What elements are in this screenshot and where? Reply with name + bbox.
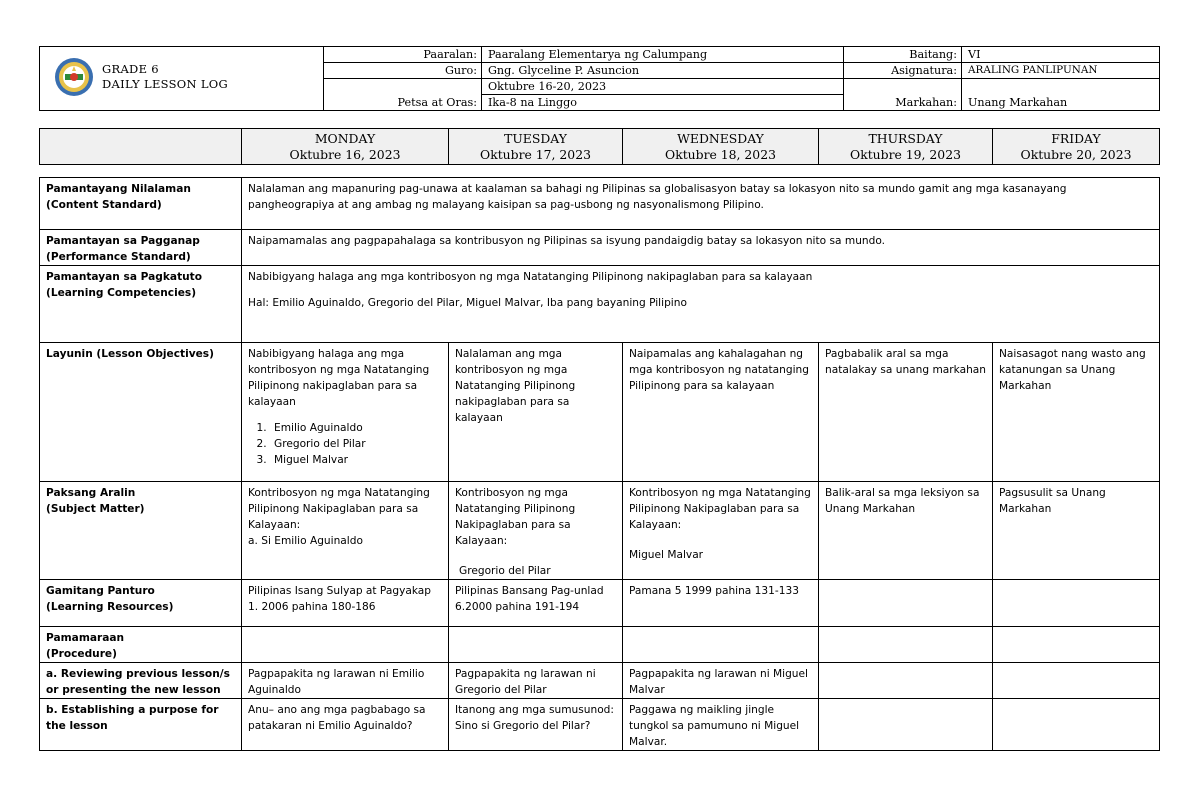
day-header-monday: MONDAY Oktubre 16, 2023	[242, 129, 449, 165]
subject-label: Asignatura:	[844, 63, 962, 79]
purpose-thursday	[819, 699, 993, 751]
day-header-wednesday: WEDNESDAY Oktubre 18, 2023	[623, 129, 819, 165]
procedure-tuesday	[449, 627, 623, 663]
procedure-thursday	[819, 627, 993, 663]
review-friday	[993, 663, 1160, 699]
table-row	[40, 580, 1160, 627]
subject-matter-thursday: Balik-aral sa mga leksiyon sa Unang Markahan	[819, 482, 993, 580]
date-value-week: Ika-8 na Linggo	[482, 95, 844, 111]
subject-value: ARALING PANLIPUNAN	[962, 63, 1160, 79]
grade-level-label: Baitang:	[844, 47, 962, 63]
list-item: 3. Miguel Malvar	[270, 452, 442, 468]
subject-matter-monday: Kontribosyon ng mga Natatanging Pilipinong Nakipaglaban para sa Kalayaan: a. Si Emilio Aguinaldo	[242, 482, 449, 580]
row-label-resources: Gamitang Panturo (Learning Resources)	[40, 580, 242, 627]
grade-level-value: VI	[962, 47, 1160, 63]
subject-matter-tuesday: Kontribosyon ng mga Natatanging Pilipinong Nakipaglaban para sa Kalayaan: Gregorio del Pilar	[449, 482, 623, 580]
objectives-friday: Naisasagot nang wasto ang katanungan sa Unang Markahan	[993, 343, 1160, 482]
review-wednesday: Pagpapakita ng larawan ni Miguel Malvar	[623, 663, 819, 699]
date-label: Petsa at Oras:	[324, 79, 482, 111]
row-label-competencies: Pamantayan sa Pagkatuto (Learning Competencies)	[40, 266, 242, 343]
review-monday: Pagpapakita ng larawan ni Emilio Aguinaldo	[242, 663, 449, 699]
resources-tuesday: Pilipinas Bansang Pag-unlad 6.2000 pahina 191-194	[449, 580, 623, 627]
list-item: 1. Emilio Aguinaldo	[270, 420, 442, 436]
table-row	[40, 482, 1160, 580]
objectives-tuesday: Nalalaman ang mga kontribosyon ng mga Natatanging Pilipinong nakipaglaban para sa kalayaan	[449, 343, 623, 482]
objectives-wednesday: Naipamalas ang kahalagahan ng mga kontribosyon ng natatanging Pilipinong para sa kalayaan	[623, 343, 819, 482]
review-tuesday: Pagpapakita ng larawan ni Gregorio del Pilar	[449, 663, 623, 699]
list-item: 2. Gregorio del Pilar	[270, 436, 442, 452]
subject-matter-friday: Pagsusulit sa Unang Markahan	[993, 482, 1160, 580]
row-label-performance-standard: Pamantayan sa Pagganap (Performance Standard)	[40, 230, 242, 266]
teacher-value: Gng. Glyceline P. Asuncion	[482, 63, 844, 79]
resources-friday	[993, 580, 1160, 627]
doc-type-title: DAILY LESSON LOG	[102, 77, 228, 91]
row-label-review: a. Reviewing previous lesson/s or presenting the new lesson	[40, 663, 242, 699]
teacher-label: Guro:	[324, 63, 482, 79]
purpose-monday: Anu– ano ang mga pagbabago sa patakaran ni Emilio Aguinaldo?	[242, 699, 449, 751]
day-header-tuesday: TUESDAY Oktubre 17, 2023	[449, 129, 623, 165]
school-label: Paaralan:	[324, 47, 482, 63]
table-row	[40, 343, 1160, 482]
table-row	[40, 178, 1160, 230]
lesson-table	[39, 177, 1160, 751]
procedure-wednesday	[623, 627, 819, 663]
row-label-objectives: Layunin (Lesson Objectives)	[40, 343, 242, 482]
header-table	[39, 46, 1160, 111]
day-header-thursday: THURSDAY Oktubre 19, 2023	[819, 129, 993, 165]
purpose-wednesday: Paggawa ng maikling jingle tungkol sa pamumuno ni Miguel Malvar.	[623, 699, 819, 751]
row-label-subject-matter: Paksang Aralin (Subject Matter)	[40, 482, 242, 580]
purpose-tuesday: Itanong ang mga sumusunod: Sino si Gregorio del Pilar?	[449, 699, 623, 751]
resources-monday: Pilipinas Isang Sulyap at Pagyakap 1. 2006 pahina 180-186	[242, 580, 449, 627]
procedure-monday	[242, 627, 449, 663]
days-header-table	[39, 128, 1160, 165]
procedure-friday	[993, 627, 1160, 663]
day-header-friday: FRIDAY Oktubre 20, 2023	[993, 129, 1160, 165]
school-value: Paaralang Elementarya ng Calumpang	[482, 47, 844, 63]
quarter-value: Unang Markahan	[962, 79, 1160, 111]
row-label-content-standard: Pamantayang Nilalaman (Content Standard)	[40, 178, 242, 230]
date-value-range: Oktubre 16-20, 2023	[482, 79, 844, 95]
table-row	[40, 230, 1160, 266]
row-label-procedure: Pamamaraan (Procedure)	[40, 627, 242, 663]
table-row	[40, 627, 1160, 663]
row-label-purpose: b. Establishing a purpose for the lesson	[40, 699, 242, 751]
quarter-label: Markahan:	[844, 79, 962, 111]
objectives-thursday: Pagbabalik aral sa mga natalakay sa unang markahan	[819, 343, 993, 482]
content-standard-text: Nalalaman ang mapanuring pag-unawa at kaalaman sa bahagi ng Pilipinas sa globalisasyon batay sa lokasyon nito sa mundo gamit ang mga kasanayang pangheograpiya at ang ambag ng malayang kaisipan sa pag-usbong ng nasyonalismong Pilipino.	[242, 178, 1160, 230]
resources-wednesday: Pamana 5 1999 pahina 131-133	[623, 580, 819, 627]
competencies-text: Nabibigyang halaga ang mga kontribosyon ng mga Natatanging Pilipinong nakipaglaban para sa kalayaan Hal: Emilio Aguinaldo, Gregorio del Pilar, Miguel Malvar, Iba pang bayaning Pilipino	[242, 266, 1160, 343]
resources-thursday	[819, 580, 993, 627]
review-thursday	[819, 663, 993, 699]
objectives-monday: Nabibigyang halaga ang mga kontribosyon ng mga Natatanging Pilipinong nakipaglaban para sa kalayaan 1. Emilio Aguinaldo 2. Gregorio del Pilar 3. Miguel Malvar	[242, 343, 449, 482]
table-row	[40, 266, 1160, 343]
header-brand-cell	[40, 47, 324, 111]
subject-matter-wednesday: Kontribosyon ng mga Natatanging Pilipinong Nakipaglaban para sa Kalayaan: Miguel Malvar	[623, 482, 819, 580]
performance-standard-text: Naipamamalas ang pagpapahalaga sa kontribusyon ng Pilipinas sa isyung pandaigdig batay sa lokasyon nito sa mundo.	[242, 230, 1160, 266]
table-row	[40, 663, 1160, 699]
school-seal-icon	[54, 57, 94, 97]
table-row	[40, 699, 1160, 751]
purpose-friday	[993, 699, 1160, 751]
grade-title: GRADE 6	[102, 62, 159, 76]
days-corner-cell	[40, 129, 242, 165]
